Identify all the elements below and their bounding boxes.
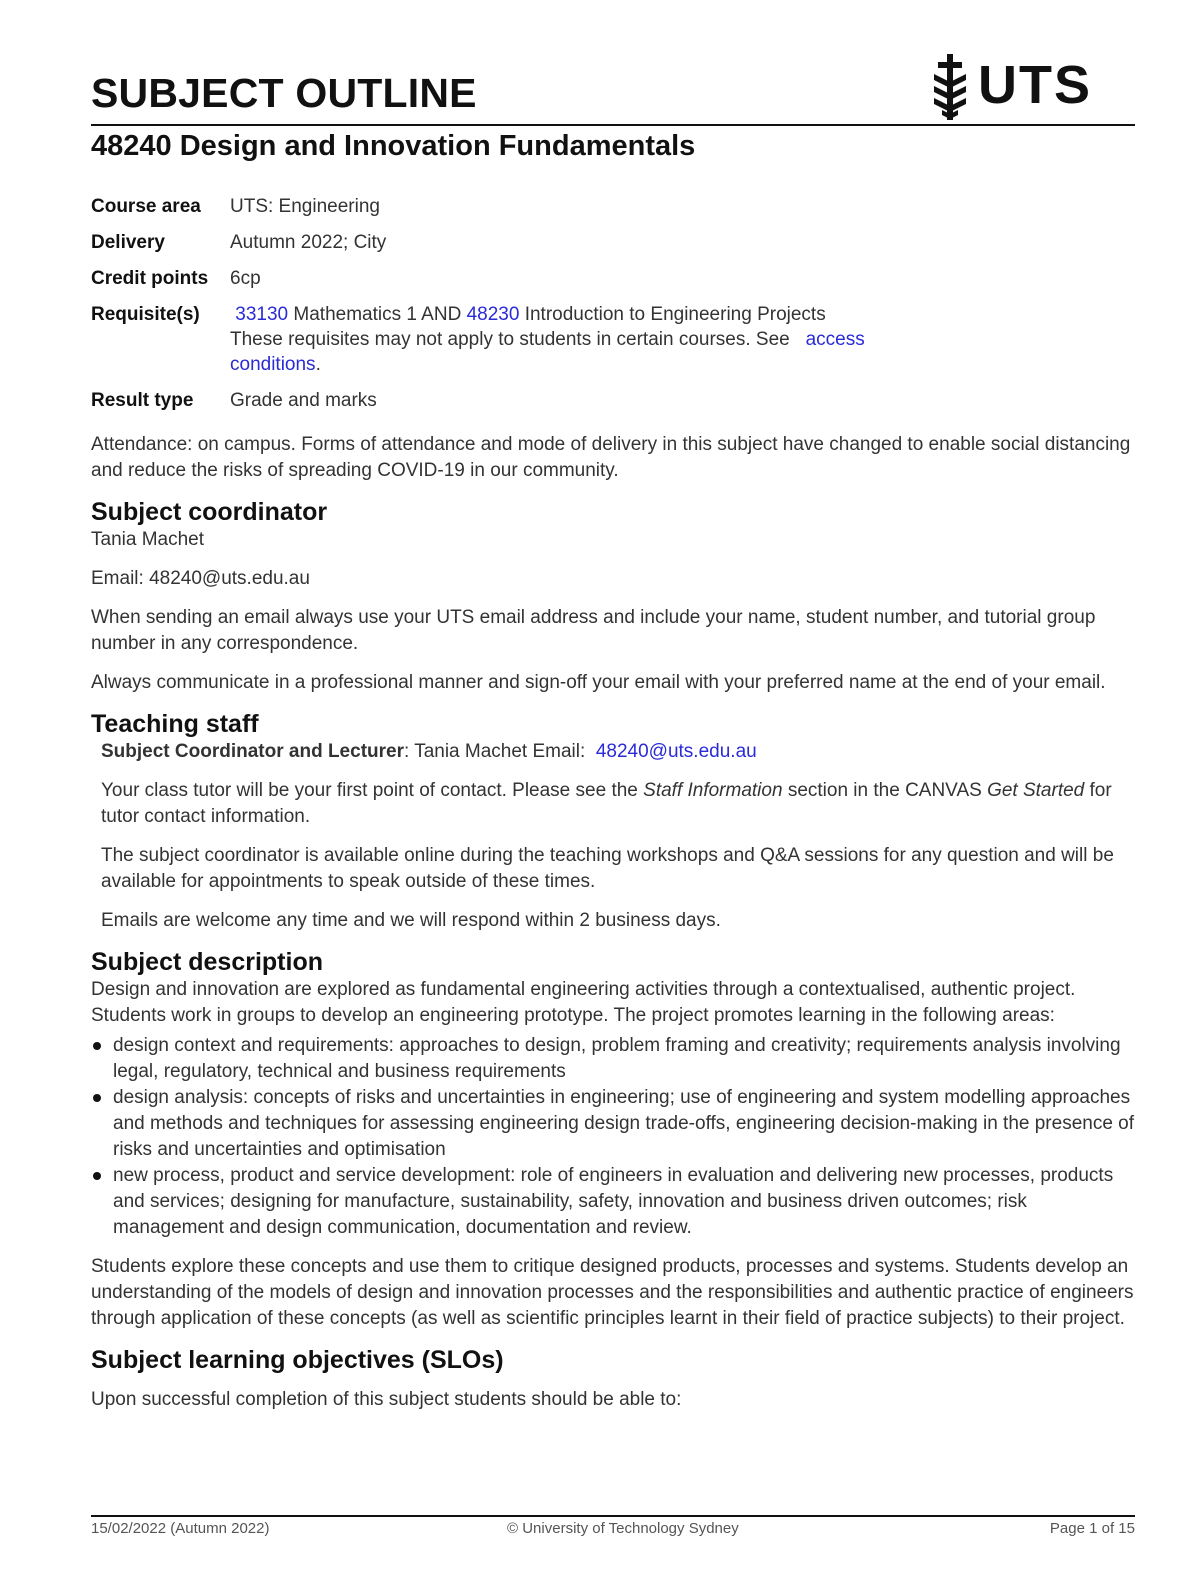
requisite-note: These requisites may not apply to students in certain courses. See bbox=[230, 329, 796, 350]
coordinator-email-link[interactable]: 48240@uts.edu.au bbox=[595, 741, 757, 762]
meta-row-delivery bbox=[91, 230, 991, 255]
meta-label: Delivery bbox=[91, 232, 165, 253]
teaching-paragraph: The subject coordinator is available online during the teaching workshops and Q&A sessions for any question and will be available for appointments to speak outside of these times. bbox=[101, 845, 1114, 892]
bullet-icon bbox=[93, 1172, 101, 1180]
requisite-text: Introduction to Engineering Projects bbox=[519, 304, 826, 325]
role-text: : Tania Machet Email: bbox=[403, 741, 591, 762]
document-title: SUBJECT OUTLINE bbox=[91, 70, 477, 116]
coordinator-name: Tania Machet bbox=[91, 529, 205, 550]
slos-intro: Upon successful completion of this subject students should be able to: bbox=[91, 1389, 682, 1410]
meta-row-requisites bbox=[91, 302, 991, 377]
subject-title: 48240 Design and Innovation Fundamentals bbox=[91, 130, 696, 162]
attendance-paragraph: Attendance: on campus. Forms of attendance and mode of delivery in this subject have changed to enable social distancing and reduce the risks of spreading COVID-19 in our community. bbox=[91, 434, 1131, 481]
bullet-icon bbox=[93, 1042, 101, 1050]
meta-value: UTS: Engineering bbox=[230, 196, 380, 217]
get-started-emphasis: Get Started bbox=[987, 780, 1085, 801]
subject-meta bbox=[91, 194, 991, 424]
description-intro: Design and innovation are explored as fundamental engineering activities through a contextualised, authentic project. Students work in groups to develop an engineering prototype. The project promotes learning in the following areas: bbox=[91, 979, 1076, 1026]
bullet-icon bbox=[93, 1094, 101, 1102]
section-heading-teaching-staff: Teaching staff bbox=[91, 710, 259, 738]
coordinator-paragraph: When sending an email always use your UTS email address and include your name, student number, and tutorial group number in any correspondence. bbox=[91, 607, 1096, 654]
teaching-role bbox=[101, 739, 1135, 765]
meta-label: Result type bbox=[91, 390, 194, 411]
teaching-staff-block bbox=[91, 739, 1135, 934]
meta-value: Autumn 2022; City bbox=[230, 232, 387, 253]
logo-wordmark: UTS bbox=[978, 55, 1092, 115]
meta-label: Course area bbox=[91, 196, 201, 217]
meta-label: Requisite(s) bbox=[91, 304, 200, 325]
meta-value: 33130 Mathematics 1 AND 48230 Introduction to Engineering Projects These requisites may not apply to students in certain courses. See access conditions. bbox=[230, 304, 865, 375]
coordinator-paragraph: Always communicate in a professional manner and sign-off your email with your preferred name at the end of your email. bbox=[91, 672, 1106, 693]
section-heading-slos: Subject learning objectives (SLOs) bbox=[91, 1346, 504, 1374]
meta-value: Grade and marks bbox=[230, 390, 377, 411]
meta-row-result-type bbox=[91, 388, 991, 413]
footer-page-number: Page 1 of 15 bbox=[1049, 1520, 1135, 1537]
description-outro: Students explore these concepts and use them to critique designed products, processes and systems. Students develop an understanding of the models of design and innovation processes and the responsibilities and authentic practice of engineers through application of these concepts (as well as scientific principles learnt in their field of practice subjects) to their project. bbox=[91, 1256, 1134, 1329]
list-item: design analysis: concepts of risks and uncertainties in engineering; use of engineering and system modelling approaches and methods and techniques for assessing engineering design trade-offs, engineering decision-making in the presence of risks and uncertainties and optimisation bbox=[91, 1085, 1135, 1163]
requisite-text: Mathematics 1 AND bbox=[288, 304, 467, 325]
meta-row-credit-points bbox=[91, 266, 991, 291]
document-body bbox=[91, 432, 1135, 1426]
footer-copyright: © University of Technology Sydney bbox=[507, 1520, 739, 1537]
meta-label: Credit points bbox=[91, 268, 209, 289]
uts-crest-icon bbox=[928, 52, 972, 122]
section-heading-description: Subject description bbox=[91, 948, 323, 976]
header-rule bbox=[91, 124, 1135, 126]
requisite-link-33130[interactable]: 33130 bbox=[235, 304, 289, 325]
meta-row-course-area bbox=[91, 194, 991, 219]
role-label: Subject Coordinator and Lecturer bbox=[101, 741, 404, 762]
uts-logo bbox=[928, 52, 1094, 122]
requisite-link-48230[interactable]: 48230 bbox=[466, 304, 520, 325]
teaching-paragraph: Emails are welcome any time and we will respond within 2 business days. bbox=[101, 910, 721, 931]
staff-information-emphasis: Staff Information bbox=[643, 780, 783, 801]
footer-rule bbox=[91, 1515, 1135, 1517]
description-bullet-list bbox=[91, 1033, 1135, 1241]
teaching-paragraph: Your class tutor will be your first point of contact. Please see the Staff Information section in the CANVAS Get Started for tutor contact information. bbox=[101, 780, 1112, 827]
meta-value: 6cp bbox=[230, 268, 261, 289]
access-conditions-link[interactable]: access bbox=[805, 329, 865, 350]
coordinator-email: Email: 48240@uts.edu.au bbox=[91, 568, 310, 589]
section-heading-coordinator: Subject coordinator bbox=[91, 498, 328, 526]
access-conditions-link[interactable]: conditions bbox=[230, 354, 316, 375]
footer-date: 15/02/2022 (Autumn 2022) bbox=[91, 1520, 270, 1537]
list-item: design context and requirements: approaches to design, problem framing and creativity; requirements analysis involving legal, regulatory, technical and business requirements bbox=[91, 1033, 1135, 1085]
list-item: new process, product and service development: role of engineers in evaluation and delivering new processes, products and services; designing for manufacture, sustainability, safety, innovation and business driven outcomes; risk management and design communication, documentation and review. bbox=[91, 1163, 1135, 1241]
